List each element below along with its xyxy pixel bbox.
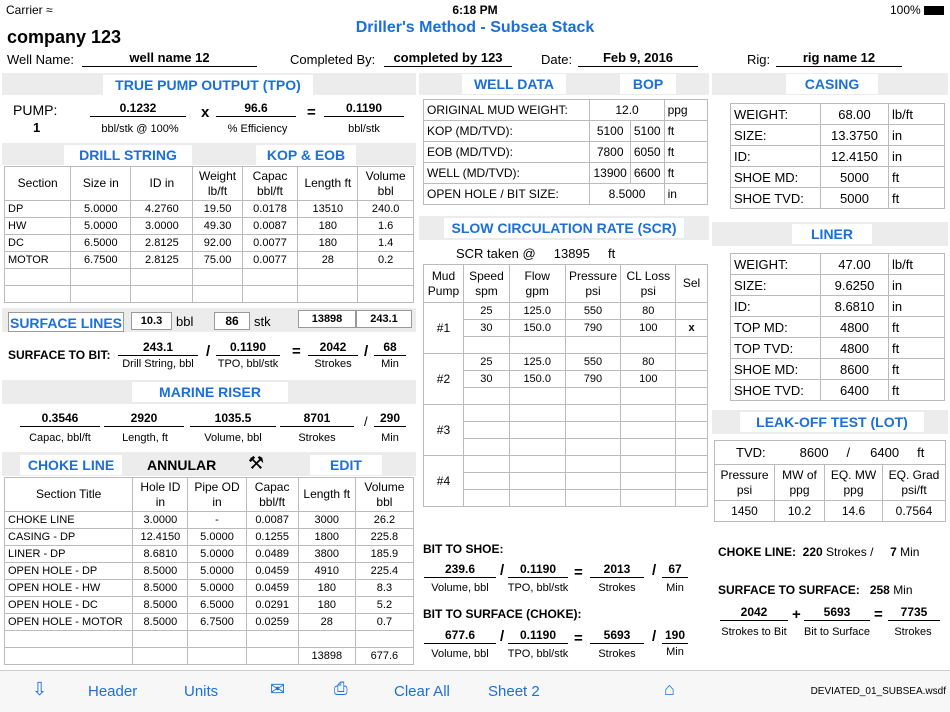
rig-field[interactable]: rig name 12: [776, 50, 902, 67]
btsc-cap4: Min: [666, 646, 684, 658]
header-button[interactable]: Header: [88, 683, 138, 700]
stb-min: 68: [374, 339, 406, 356]
bts-cap4: Min: [666, 582, 684, 594]
col-section: Section: [5, 167, 71, 201]
choke-line-summary: CHOKE LINE: 220 Strokes / 7 Min: [718, 545, 920, 559]
scr-table: [423, 264, 708, 507]
table-row[interactable]: [424, 337, 708, 354]
kop-eob-title: KOP & EOB: [256, 145, 356, 165]
surface-bbl-unit: bbl: [176, 314, 194, 329]
clear-all-button[interactable]: Clear All: [394, 683, 450, 700]
marine-riser-title: MARINE RISER: [132, 382, 288, 402]
rig-label: Rig:: [747, 52, 771, 67]
stb-slash1: /: [206, 343, 211, 360]
choke-line-title: CHOKE LINE: [20, 455, 122, 475]
table-row[interactable]: HW 5.0000 3.0000 49.30 0.0087 180 1.6: [5, 218, 414, 235]
table-row[interactable]: SHOE MD: 8600 ft: [731, 359, 945, 380]
liner-title: LINER: [792, 224, 872, 244]
col-volume: Volume bbl: [358, 167, 414, 201]
totals-row: 13898 677.6: [5, 648, 414, 665]
date-label: Date:: [541, 52, 573, 67]
tpo-cap1: bbl/stk @ 100%: [101, 123, 179, 135]
col-capac: Capac bbl/ft: [242, 167, 298, 201]
table-row[interactable]: CHOKE LINE 3.0000 - 0.0087 3000 26.2: [5, 512, 414, 529]
riser-capac: 0.3546: [20, 410, 100, 427]
table-row[interactable]: #2 25 125.0 550 80: [424, 354, 708, 371]
table-row[interactable]: [5, 631, 414, 648]
sts-cap3: Strokes: [894, 626, 932, 638]
col-pressure: Pressure psi: [565, 265, 621, 303]
table-row[interactable]: 1450 10.2 14.6 0.7564: [715, 501, 946, 522]
table-row[interactable]: [424, 439, 708, 456]
stb-cap2: TPO, bbl/stk: [217, 358, 279, 370]
bts-min: 67: [662, 561, 688, 578]
table-row[interactable]: [424, 473, 708, 490]
sheet2-button[interactable]: Sheet 2: [488, 683, 540, 700]
scr-title: SLOW CIRCULATION RATE (SCR): [444, 218, 684, 238]
bit-to-shoe-label: BIT TO SHOE:: [423, 542, 504, 556]
bottom-toolbar: [0, 670, 950, 712]
btsc-tpo: 0.1190: [508, 627, 568, 644]
btsc-slash1: /: [500, 628, 505, 645]
wifi-icon: ≈: [46, 3, 53, 17]
bop-button[interactable]: BOP: [620, 74, 676, 94]
table-row[interactable]: OPEN HOLE / BIT SIZE: 8.5000 in: [424, 184, 708, 205]
stb-cap3: Strokes: [314, 358, 352, 370]
btsc-slash2: /: [652, 628, 657, 645]
col-section-title: Section Title: [5, 478, 133, 512]
table-row[interactable]: [5, 269, 414, 286]
table-row[interactable]: [5, 286, 414, 303]
tpo-title: TRUE PUMP OUTPUT (TPO): [103, 75, 313, 95]
table-row[interactable]: OPEN HOLE - HW 8.5000 5.0000 0.0459 180 8.3: [5, 580, 414, 597]
table-row[interactable]: EOB (MD/TVD): 7800 6050 ft: [424, 142, 708, 163]
stb-slash2: /: [364, 343, 369, 360]
download-icon[interactable]: ⇩: [32, 679, 48, 699]
btsc-cap3: Strokes: [598, 648, 636, 660]
pump-label: PUMP:: [13, 102, 58, 118]
status-time: 6:18 PM: [452, 3, 498, 17]
table-row[interactable]: LINER - DP 8.6810 5.0000 0.0489 3800 185.9: [5, 546, 414, 563]
surface-bbl-field[interactable]: 10.3: [131, 312, 172, 330]
drill-total-length: 13898: [298, 310, 356, 328]
stb-strokes: 2042: [308, 339, 358, 356]
btsc-cap1: Volume, bbl: [431, 648, 489, 660]
table-row[interactable]: #1 25 125.0 550 80: [424, 303, 708, 320]
table-row[interactable]: #3: [424, 405, 708, 422]
table-row[interactable]: #4: [424, 456, 708, 473]
riser-cap4: Strokes: [298, 432, 336, 444]
sts-cap1: Strokes to Bit: [721, 626, 787, 638]
col-length: Length ft: [298, 478, 355, 512]
battery-icon: [924, 6, 944, 15]
stb-volume: 243.1: [118, 339, 198, 356]
col-size: Size in: [71, 167, 131, 201]
annular-table: [4, 477, 414, 665]
bts-strokes: 2013: [590, 561, 644, 578]
table-row[interactable]: SIZE: 9.6250 in: [731, 275, 945, 296]
table-row[interactable]: [424, 490, 708, 507]
riser-volume: 1035.5: [190, 410, 276, 427]
stb-tpo: 0.1190: [216, 339, 280, 356]
surface-stk-field[interactable]: 86: [214, 312, 250, 330]
btsc-volume: 677.6: [424, 627, 496, 644]
table-row[interactable]: ID: 8.6810 in: [731, 296, 945, 317]
col-id: ID in: [131, 167, 193, 201]
col-speed: Speed spm: [463, 265, 509, 303]
col-volume: Volume bbl: [355, 478, 413, 512]
riser-slash: /: [364, 414, 368, 429]
col-sel: Sel: [676, 265, 708, 303]
sts-eq: =: [874, 606, 883, 623]
table-row[interactable]: SHOE MD: 5000 ft: [731, 167, 945, 188]
table-row[interactable]: SIZE: 13.3750 in: [731, 125, 945, 146]
table-row[interactable]: [424, 388, 708, 405]
stb-cap4: Min: [381, 358, 399, 370]
units-button[interactable]: Units: [184, 683, 219, 700]
bts-cap1: Volume, bbl: [431, 582, 489, 594]
stb-cap1: Drill String, bbl: [122, 358, 194, 370]
tpo-cap2: % Efficiency: [227, 123, 288, 135]
completed-label: Completed By:: [290, 52, 376, 67]
tpo-output-field[interactable]: 0.1232: [90, 100, 186, 117]
tpo-cap3: bbl/stk: [348, 123, 380, 135]
table-row[interactable]: [424, 422, 708, 439]
table-row[interactable]: DP 5.0000 4.2760 19.50 0.0178 13510 240.0: [5, 201, 414, 218]
table-row[interactable]: TOP MD: 4800 ft: [731, 317, 945, 338]
status-battery: 100%: [890, 3, 944, 17]
sts-cap2: Bit to Surface: [803, 626, 871, 638]
sts-strokes-to-bit: 2042: [720, 604, 788, 621]
table-row[interactable]: 30 150.0 790 100: [424, 371, 708, 388]
btsc-min: 190: [662, 627, 688, 644]
col-hole-id: Hole ID in: [133, 478, 188, 512]
sts-total: 7735: [888, 604, 940, 621]
table-row[interactable]: OPEN HOLE - MOTOR 8.5000 6.7500 0.0259 28 0.7: [5, 614, 414, 631]
date-field[interactable]: Feb 9, 2016: [578, 50, 698, 67]
col-length: Length ft: [298, 167, 358, 201]
pump-number: 1: [33, 120, 41, 135]
riser-length: 2920: [104, 410, 184, 427]
lot-title: LEAK-OFF TEST (LOT): [740, 412, 924, 432]
tpo-result: 0.1190: [324, 100, 404, 117]
table-row[interactable]: DC 6.5000 2.8125 92.00 0.0077 180 1.4: [5, 235, 414, 252]
home-icon[interactable]: ⌂: [664, 679, 675, 699]
bts-volume: 239.6: [424, 561, 496, 578]
surface-lines-title: SURFACE LINES: [8, 312, 124, 332]
riser-cap1: Capac, bbl/ft: [29, 432, 91, 444]
btsc-cap2: TPO, bbl/stk: [507, 648, 569, 660]
bts-slash2: /: [652, 562, 657, 579]
surface-to-surface-label: SURFACE TO SURFACE: 258 Min: [718, 583, 913, 597]
bts-eq: =: [574, 564, 583, 581]
bts-tpo: 0.1190: [508, 561, 568, 578]
table-row[interactable]: 30 150.0 790 100 x: [424, 320, 708, 337]
tpo-efficiency-field[interactable]: 96.6: [216, 100, 296, 117]
riser-cap2: Length, ft: [122, 432, 168, 444]
annular-title: ANNULAR: [147, 457, 217, 473]
riser-min: 290: [374, 410, 406, 427]
bts-cap2: TPO, bbl/stk: [507, 582, 569, 594]
scr-taken: SCR taken @ 13895 ft: [456, 246, 616, 261]
lot-table: TVD: 8600 / 6400 ft Pressure psi MW of ppg EQ. MW ppg EQ. Grad psi/ft 1450 10.2 14.6 0.7564: [714, 440, 946, 522]
table-row[interactable]: SHOE TVD: 5000 ft: [731, 188, 945, 209]
page-title: Driller's Method - Subsea Stack: [355, 19, 595, 36]
col-flow: Flow gpm: [509, 265, 565, 303]
drill-string-table: [4, 166, 414, 303]
surface-stk-unit: stk: [254, 314, 271, 329]
table-row[interactable]: ID: 12.4150 in: [731, 146, 945, 167]
casing-table: [730, 103, 945, 209]
file-name: DEVIATED_01_SUBSEA.wsdf: [810, 686, 946, 697]
table-row[interactable]: WELL (MD/TVD): 13900 6600 ft: [424, 163, 708, 184]
stb-eq: =: [292, 343, 301, 360]
drill-total-volume: 243.1: [356, 310, 412, 328]
print-icon[interactable]: ⎙: [334, 679, 348, 698]
edit-button[interactable]: EDIT: [310, 455, 382, 475]
col-mud-pump: Mud Pump: [424, 265, 464, 303]
riser-cap5: Min: [381, 432, 399, 444]
table-row[interactable]: ORIGINAL MUD WEIGHT: 12.0 ppg: [424, 100, 708, 121]
scr-depth[interactable]: 13895: [553, 246, 590, 261]
well-name-field[interactable]: well name 12: [82, 50, 257, 67]
riser-strokes: 8701: [280, 410, 354, 427]
table-row[interactable]: SHOE TVD: 6400 ft: [731, 380, 945, 401]
bts-cap3: Strokes: [598, 582, 636, 594]
liner-table: [730, 253, 945, 401]
drill-string-title: DRILL STRING: [64, 145, 192, 165]
well-data-title: WELL DATA: [462, 74, 566, 94]
company-name[interactable]: company 123: [7, 27, 122, 47]
sts-bit-to-surface: 5693: [804, 604, 870, 621]
col-capac: Capac bbl/ft: [246, 478, 298, 512]
btsc-eq: =: [574, 630, 583, 647]
lot-tvd-row[interactable]: TVD: 8600 / 6400 ft: [715, 441, 946, 465]
mail-icon[interactable]: ✉: [270, 679, 286, 699]
table-row[interactable]: KOP (MD/TVD): 5100 5100 ft: [424, 121, 708, 142]
surface-to-bit-label: SURFACE TO BIT:: [8, 348, 111, 362]
completed-field[interactable]: completed by 123: [384, 50, 512, 67]
casing-title: CASING: [786, 74, 878, 94]
col-cl-loss: CL Loss psi: [621, 265, 676, 303]
tpo-eq: =: [307, 104, 316, 121]
tools-icon[interactable]: ⚒: [248, 453, 265, 473]
table-row[interactable]: TOP TVD: 4800 ft: [731, 338, 945, 359]
table-row[interactable]: OPEN HOLE - DP 8.5000 5.0000 0.0459 4910 225.4: [5, 563, 414, 580]
table-row[interactable]: MOTOR 6.7500 2.8125 75.00 0.0077 28 0.2: [5, 252, 414, 269]
table-row[interactable]: OPEN HOLE - DC 8.5000 6.5000 0.0291 180 5.2: [5, 597, 414, 614]
tpo-x: x: [201, 104, 210, 121]
bit-to-surface-label: BIT TO SURFACE (CHOKE):: [423, 607, 582, 621]
well-data-table: [423, 99, 708, 205]
table-row[interactable]: CASING - DP 12.4150 5.0000 0.1255 1800 225.8: [5, 529, 414, 546]
bts-slash1: /: [500, 562, 505, 579]
col-pipe-od: Pipe OD in: [188, 478, 246, 512]
table-row[interactable]: WEIGHT: 68.00 lb/ft: [731, 104, 945, 125]
table-row[interactable]: WEIGHT: 47.00 lb/ft: [731, 254, 945, 275]
col-weight: Weight lb/ft: [193, 167, 242, 201]
status-carrier: Carrier ≈: [6, 3, 53, 17]
sts-plus: +: [792, 606, 801, 623]
riser-cap3: Volume, bbl: [204, 432, 262, 444]
well-name-label: Well Name:: [7, 52, 74, 67]
btsc-strokes: 5693: [590, 627, 644, 644]
